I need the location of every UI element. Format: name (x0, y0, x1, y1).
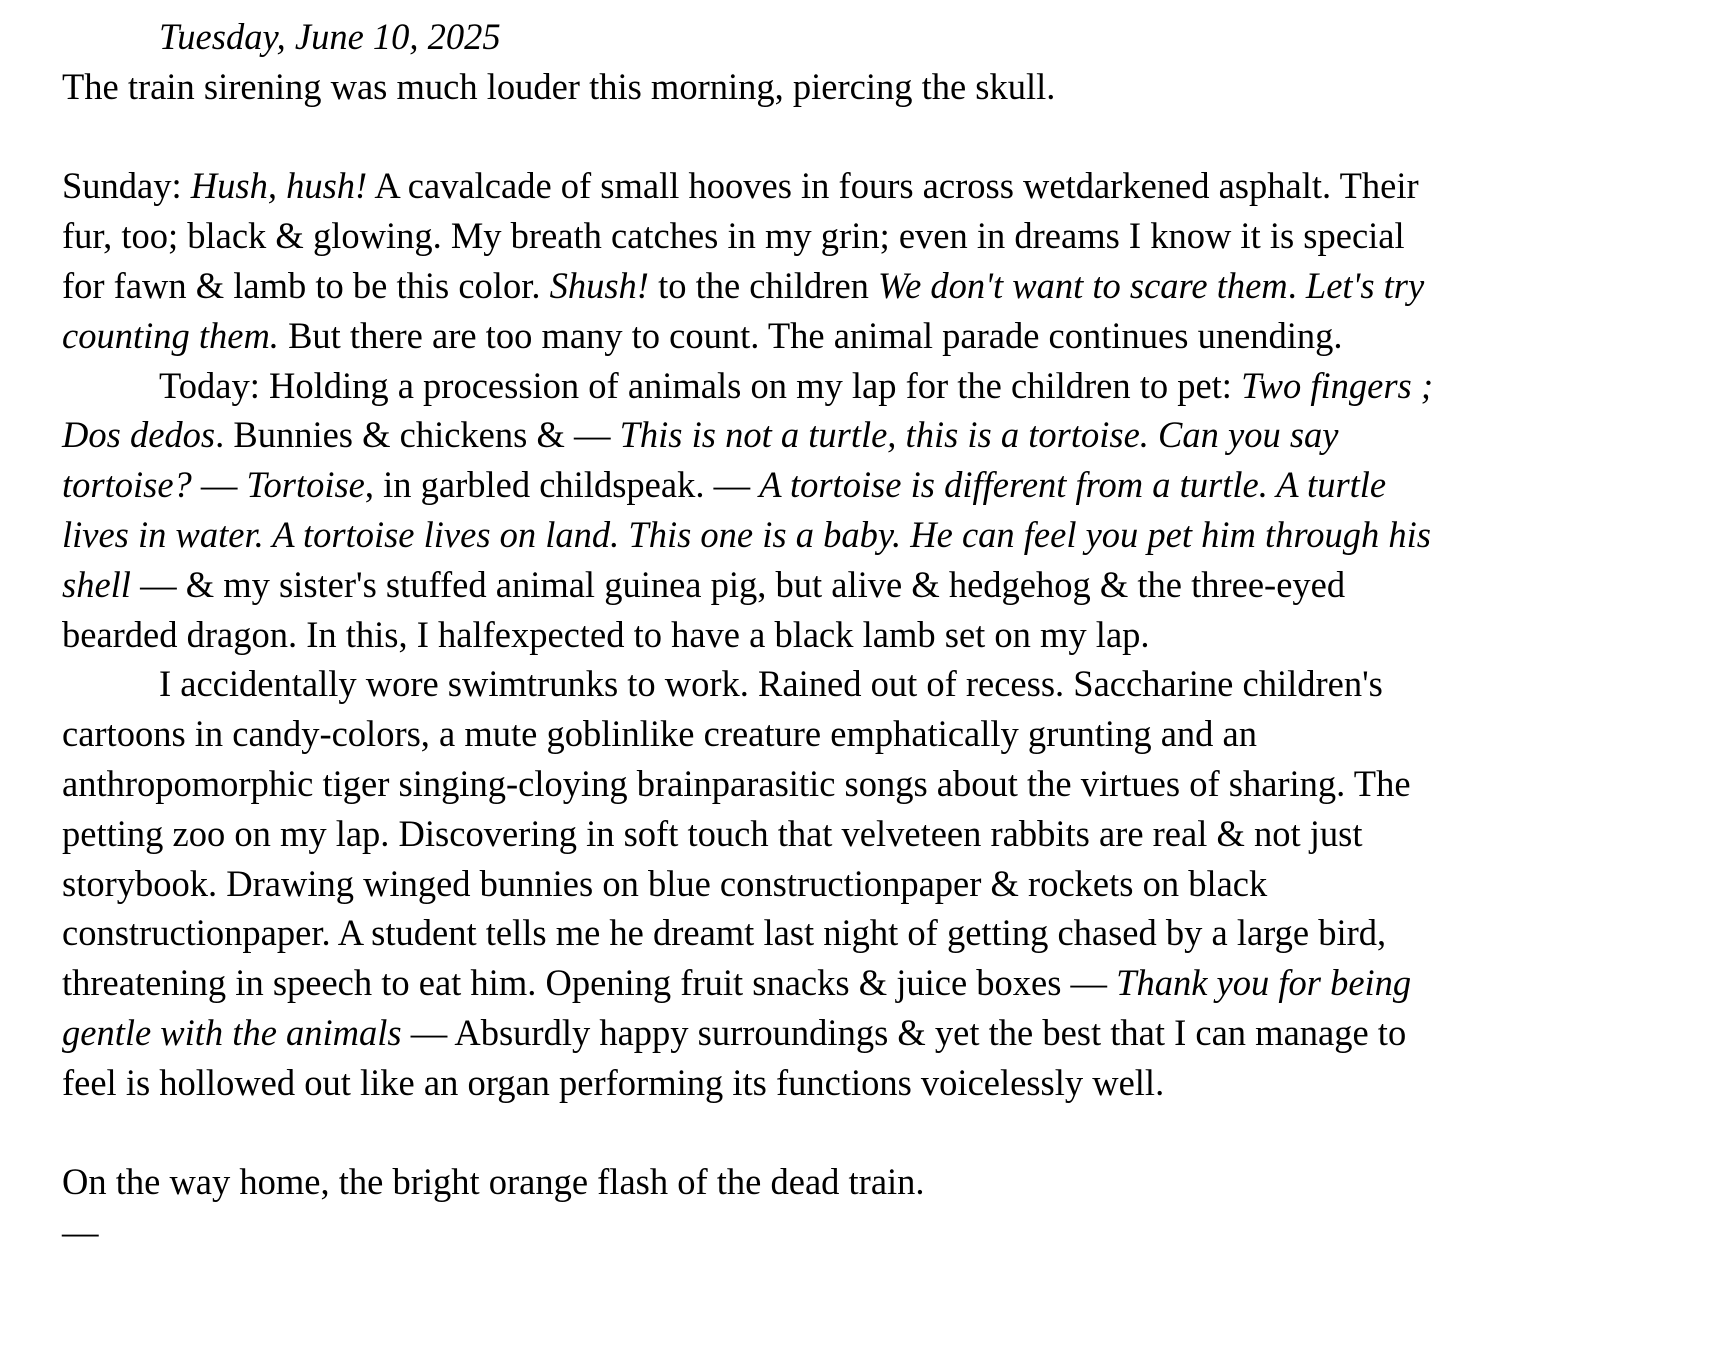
italic-run: We don't want to scare them (878, 264, 1288, 306)
italic-run: Two fingers ; Dos dedos (62, 364, 1434, 456)
italic-run: Thank you for being gentle with the animals (62, 962, 1412, 1053)
italic-run: This is not a turtle, this is a tortoise. Can you say tortoise? (62, 414, 1339, 506)
text-run: to the children (648, 264, 879, 306)
journal-entry (62, 12, 1452, 1257)
blank-line (62, 112, 1452, 162)
italic-run: Shush! (549, 264, 649, 306)
today-paragraph (62, 361, 1452, 660)
text-run: . Bunnies & chickens & — (215, 414, 620, 456)
italic-run: Hush, hush! (190, 165, 368, 207)
entry-date: Tuesday, June 10, 2025 (159, 16, 501, 57)
text-run: — (191, 464, 247, 506)
italic-run: A tortoise is different from a turtle. A turtle lives in water. A tortoise lives on land. This one is a baby. He can feel you pet him through his shell (62, 464, 1431, 605)
opening-line: The train sirening was much louder this morning, piercing the skull. (62, 65, 1056, 107)
blank-line (62, 1108, 1452, 1158)
text-run: . (1287, 264, 1306, 306)
text-run: Sunday: (62, 165, 191, 207)
text-run: A cavalcade of small hooves in fours across wetdarkened asphalt. Their fur, too; black & glowing. My breath catches in my grin; even in dreams I know it is special for fawn & lamb to be this color. (62, 165, 1419, 306)
text-run: But there are too many to count. The animal parade continues unending. (278, 314, 1343, 356)
text-run: , in garbled childspeak. — (364, 464, 760, 506)
text-run: — Absurdly happy surroundings & yet the best that I can manage to feel is hollowed out like an organ performing its functions voicelessly well. (62, 1011, 1407, 1103)
work-paragraph (62, 659, 1452, 1107)
end-dash: — (62, 1211, 99, 1253)
closing-line: On the way home, the bright orange flash of the dead train. (62, 1161, 925, 1203)
text-run: I accidentally wore swimtrunks to work. Rained out of recess. Saccharine children's cartoons in candy-colors, a mute goblinlike creature emphatically grunting and an anthropomorphic tiger singing-cloying brainparasitic songs about the virtues of sharing. The petting zoo on my lap. Discovering in soft touch that velveteen rabbits are real & not just storybook. Drawing winged bunnies on blue constructionpaper & rockets on black constructionpaper. A student tells me he dreamt last night of getting chased by a large bird, threatening in speech to eat him. Opening fruit snacks & juice boxes — (62, 663, 1411, 1004)
text-run: Today: Holding a procession of animals on my lap for the children to pet: (159, 364, 1242, 406)
italic-run: Let's try counting them. (62, 264, 1425, 356)
italic-run: Tortoise (246, 464, 365, 506)
sunday-paragraph (62, 161, 1452, 360)
text-run: — & my sister's stuffed animal guinea pig, but alive & hedgehog & the three-eyed bearded dragon. In this, I halfexpected to have a black lamb set on my lap. (62, 563, 1346, 655)
